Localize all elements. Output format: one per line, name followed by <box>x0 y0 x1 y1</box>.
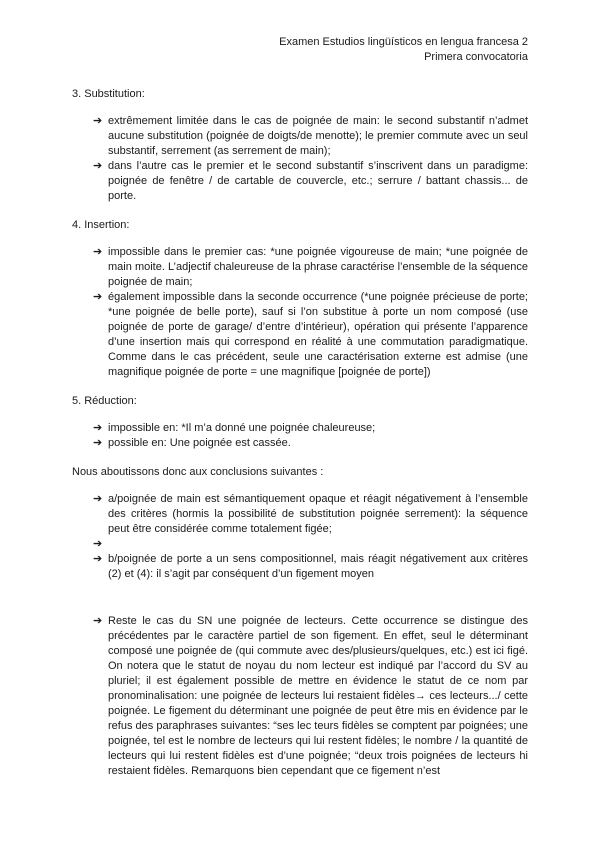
section-insertion <box>72 218 528 380</box>
section-heading: 5. Réduction: <box>72 395 137 407</box>
list-item-text: dans l’autre cas le premier et le second substantif s’inscrivent dans un paradigme: poignée de fenêtre / de cartable de couvercle, etc.; serrure / battant chassis... de porte. <box>108 160 528 202</box>
list-item <box>93 552 528 582</box>
list-item <box>93 614 528 779</box>
list-item-text: également impossible dans la seconde occurrence (*une poignée précieuse de porte; *une poignée de belle porte), sauf si l’on substitue à porte un nom composé (use poignée de porte de garage/ d’entre d’intérieur), opération qui présente l’apparence d’une insertion mais qui correspond en réalité à une commutation paradigmatique. Comme dans le cas précédent, seule une caractérisation externe est admise (une magnifique poignée de porte = une magnifique [poignée de porte]) <box>108 291 528 378</box>
arrow-icon: ➔ <box>93 553 103 565</box>
header-session: Primera convocatoria <box>424 51 528 63</box>
bullet-list <box>72 614 528 779</box>
list-item <box>93 421 528 436</box>
list-item <box>93 436 528 451</box>
list-item <box>93 159 528 204</box>
bullet-list <box>72 492 528 582</box>
arrow-icon: ➔ <box>93 160 103 172</box>
list-item-text: possible en: Une poignée est cassée. <box>108 437 291 449</box>
list-item-text: extrêmement limitée dans le cas de poignée de main: le second substantif n’admet aucune substitution (poignée de doigts/de menotte); le premier commute avec un seul substantif, serrement (as serrement de main); <box>108 115 528 157</box>
arrow-icon: ➔ <box>93 437 103 449</box>
header-exam-title: Examen Estudios lingüísticos en lengua francesa 2 <box>279 36 528 48</box>
arrow-icon: ➔ <box>93 291 103 303</box>
arrow-icon: ➔ <box>93 422 103 434</box>
list-item <box>93 114 528 159</box>
list-item-text: a/poignée de main est sémantiquement opaque et réagit négativement à l’ensemble des critères (hormis la possibilité de substitution poignée serrement): la séquence peut être considérée comme totalement figée; <box>108 493 528 535</box>
list-item-text: impossible dans le premier cas: *une poignée vigoureuse de main; *une poignée de main moite. L’adjectif chaleureuse de la phrase caractérise l’ensemble de la séquence poignée de main; <box>108 246 528 288</box>
list-item-empty <box>93 537 528 552</box>
arrow-icon: ➔ <box>93 538 103 550</box>
arrow-icon: ➔ <box>93 246 103 258</box>
section-heading: 4. Insertion: <box>72 219 130 231</box>
list-item <box>93 245 528 290</box>
bullet-list <box>72 114 528 204</box>
section-heading: 3. Substitution: <box>72 88 145 100</box>
section-substitution <box>72 87 528 204</box>
list-item <box>93 290 528 380</box>
list-item-text: impossible en: *Il m’a donné une poignée chaleureuse; <box>108 422 376 434</box>
bullet-list <box>72 245 528 380</box>
arrow-icon: ➔ <box>93 115 103 127</box>
list-item-text: b/poignée de porte a un sens compositionnel, mais réagit négativement aux critères (2) et (4): il s’agit par conséquent d’un figement moyen <box>108 553 528 580</box>
bullet-list <box>72 421 528 451</box>
arrow-icon: ➔ <box>93 615 103 627</box>
list-item <box>93 492 528 537</box>
page-header <box>279 35 528 65</box>
arrow-icon: ➔ <box>93 493 103 505</box>
paragraph-spacer <box>72 596 528 614</box>
section-conclusions <box>72 465 528 582</box>
conclusions-intro: Nous aboutissons donc aux conclusions suivantes : <box>72 466 324 478</box>
document-body <box>72 87 528 793</box>
section-reduction <box>72 394 528 451</box>
final-paragraph-text: Reste le cas du SN une poignée de lecteurs. Cette occurrence se distingue des précédentes par le caractère partiel de son figement. En effet, seul le déterminant composé une poignée de (qui commute avec des/plusieurs/quelques, etc.) est ici figé. On notera que le statut de noyau du nom lecteur est indiqué par l’accord du SV au pluriel; il est également possible de mettre en évidence le statut de ce nom par pronominalisation: une poignée de lecteurs lui restaient fidèles→ ces lecteurs.../ cette poignée. Le figement du déterminant une poignée de peut être mis en évidence par le refus des paraphrases suivantes: “ses lec teurs fidèles se comptent par poignées; une poignée, tel est le nombre de lecteurs qui lui restent fidèles; le nombre / la quantité de lecteurs qui lui restent fidèles est d’une poignée; “deux trois poignées de lecteurs hi restaient fidèles. Remarquons bien cependant que ce figement n’est <box>108 615 528 777</box>
